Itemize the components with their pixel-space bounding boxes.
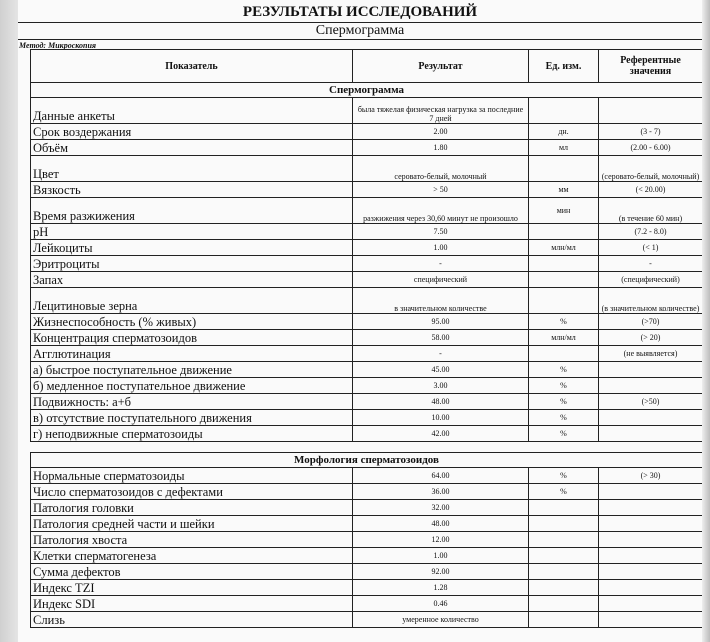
section-title: Спермограмма xyxy=(31,83,703,98)
result-cell: - xyxy=(353,256,529,272)
result-cell: 1.28 xyxy=(353,580,529,596)
reference-cell xyxy=(599,362,703,378)
unit-cell xyxy=(529,288,599,314)
indicator-cell: б) медленное поступательное движение xyxy=(31,378,353,394)
indicator-cell: Патология головки xyxy=(31,500,353,516)
reference-cell xyxy=(599,596,703,612)
table-row xyxy=(31,98,703,124)
result-cell: 48.00 xyxy=(353,394,529,410)
result-cell: 64.00 xyxy=(353,468,529,484)
results-table xyxy=(30,49,703,628)
unit-cell xyxy=(529,564,599,580)
page-edge xyxy=(702,0,710,642)
unit-cell xyxy=(529,346,599,362)
result-cell: 1.00 xyxy=(353,548,529,564)
unit-cell: % xyxy=(529,410,599,426)
header-result: Результат xyxy=(353,50,529,83)
indicator-cell: Клетки сперматогенеза xyxy=(31,548,353,564)
table-row xyxy=(31,378,703,394)
result-cell: умеренное количество xyxy=(353,612,529,628)
reference-cell xyxy=(599,500,703,516)
result-cell: специфический xyxy=(353,272,529,288)
indicator-cell: Агглютинация xyxy=(31,346,353,362)
result-cell: 48.00 xyxy=(353,516,529,532)
result-cell: 32.00 xyxy=(353,500,529,516)
table-row xyxy=(31,140,703,156)
reference-cell xyxy=(599,564,703,580)
unit-cell: мл xyxy=(529,140,599,156)
unit-cell xyxy=(529,256,599,272)
result-cell: 10.00 xyxy=(353,410,529,426)
table-row xyxy=(31,288,703,314)
indicator-cell: Патология хвоста xyxy=(31,532,353,548)
reference-cell xyxy=(599,378,703,394)
unit-cell: % xyxy=(529,484,599,500)
result-cell: 92.00 xyxy=(353,564,529,580)
unit-cell xyxy=(529,224,599,240)
reference-cell xyxy=(599,426,703,442)
reference-cell: (2.00 - 6.00) xyxy=(599,140,703,156)
unit-cell: % xyxy=(529,362,599,378)
table-row xyxy=(31,272,703,288)
table-row xyxy=(31,596,703,612)
result-cell: 42.00 xyxy=(353,426,529,442)
result-cell: разжижения через 30,60 минут не произошло xyxy=(353,198,529,224)
unit-cell: мм xyxy=(529,182,599,198)
indicator-cell: г) неподвижные сперматозоиды xyxy=(31,426,353,442)
table-row xyxy=(31,240,703,256)
unit-cell: % xyxy=(529,394,599,410)
method-label: Метод: Микроскопия xyxy=(19,41,97,50)
document-title: РЕЗУЛЬТАТЫ ИССЛЕДОВАНИЙ xyxy=(18,2,702,23)
reference-cell: (< 20.00) xyxy=(599,182,703,198)
reference-cell: (> 20) xyxy=(599,330,703,346)
unit-cell: млн/мл xyxy=(529,240,599,256)
result-cell: 58.00 xyxy=(353,330,529,346)
table-row xyxy=(31,198,703,224)
indicator-cell: Индекс TZI xyxy=(31,580,353,596)
indicator-cell: Данные анкеты xyxy=(31,98,353,124)
table-row xyxy=(31,256,703,272)
indicator-cell: Запах xyxy=(31,272,353,288)
result-cell: 36.00 xyxy=(353,484,529,500)
reference-cell xyxy=(599,612,703,628)
section-header-spermogram xyxy=(31,83,703,98)
result-cell: 7.50 xyxy=(353,224,529,240)
indicator-cell: Эритроциты xyxy=(31,256,353,272)
reference-cell: (< 1) xyxy=(599,240,703,256)
indicator-cell: Сумма дефектов xyxy=(31,564,353,580)
indicator-cell: Индекс SDI xyxy=(31,596,353,612)
document-sheet xyxy=(18,0,702,642)
reference-cell xyxy=(599,516,703,532)
indicator-cell: Нормальные сперматозоиды xyxy=(31,468,353,484)
reference-cell xyxy=(599,548,703,564)
table-row xyxy=(31,580,703,596)
table-body xyxy=(31,83,703,628)
table-row xyxy=(31,314,703,330)
unit-cell xyxy=(529,532,599,548)
reference-cell: (> 30) xyxy=(599,468,703,484)
reference-cell: (серовато-белый, молочный) xyxy=(599,156,703,182)
table-row xyxy=(31,500,703,516)
result-cell: - xyxy=(353,346,529,362)
table-row xyxy=(31,548,703,564)
table-row xyxy=(31,564,703,580)
indicator-cell: Время разжижения xyxy=(31,198,353,224)
header-unit: Ед. изм. xyxy=(529,50,599,83)
indicator-cell: Число сперматозоидов с дефектами xyxy=(31,484,353,500)
table-row xyxy=(31,410,703,426)
indicator-cell: а) быстрое поступательное движение xyxy=(31,362,353,378)
unit-cell xyxy=(529,98,599,124)
reference-cell xyxy=(599,410,703,426)
reference-cell xyxy=(599,98,703,124)
reference-cell xyxy=(599,484,703,500)
section-title: Морфология сперматозоидов xyxy=(31,453,703,468)
unit-cell xyxy=(529,272,599,288)
unit-cell: млн/мл xyxy=(529,330,599,346)
table-row xyxy=(31,156,703,182)
indicator-cell: Вязкость xyxy=(31,182,353,198)
indicator-cell: Цвет xyxy=(31,156,353,182)
table-row xyxy=(31,330,703,346)
table-row xyxy=(31,182,703,198)
reference-cell: (3 - 7) xyxy=(599,124,703,140)
indicator-cell: Лейкоциты xyxy=(31,240,353,256)
indicator-cell: Слизь xyxy=(31,612,353,628)
table-row xyxy=(31,484,703,500)
reference-cell: (7.2 - 8.0) xyxy=(599,224,703,240)
table-header-row xyxy=(31,50,703,83)
indicator-cell: Жизнеспособность (% живых) xyxy=(31,314,353,330)
unit-cell xyxy=(529,548,599,564)
reference-cell xyxy=(599,580,703,596)
document-subtitle: Спермограмма xyxy=(18,23,702,40)
result-cell: 12.00 xyxy=(353,532,529,548)
indicator-cell: Объём xyxy=(31,140,353,156)
indicator-cell: в) отсутствие поступательного движения xyxy=(31,410,353,426)
result-cell: 45.00 xyxy=(353,362,529,378)
unit-cell: % xyxy=(529,468,599,484)
result-cell: 95.00 xyxy=(353,314,529,330)
result-cell: 2.00 xyxy=(353,124,529,140)
unit-cell xyxy=(529,156,599,182)
table-row xyxy=(31,426,703,442)
table-row xyxy=(31,532,703,548)
result-cell: 0.46 xyxy=(353,596,529,612)
table-row xyxy=(31,224,703,240)
table-row xyxy=(31,124,703,140)
result-cell: в значительном количестве xyxy=(353,288,529,314)
table-row xyxy=(31,394,703,410)
table-row xyxy=(31,362,703,378)
table-row xyxy=(31,468,703,484)
unit-cell xyxy=(529,580,599,596)
unit-cell: дн. xyxy=(529,124,599,140)
indicator-cell: Подвижность: а+б xyxy=(31,394,353,410)
unit-cell xyxy=(529,612,599,628)
reference-cell: - xyxy=(599,256,703,272)
reference-cell: (в течение 60 мин) xyxy=(599,198,703,224)
result-cell: 1.00 xyxy=(353,240,529,256)
indicator-cell: Лецитиновые зерна xyxy=(31,288,353,314)
table-row xyxy=(31,612,703,628)
indicator-cell: Патология средней части и шейки xyxy=(31,516,353,532)
reference-cell: (>70) xyxy=(599,314,703,330)
indicator-cell: Срок воздержания xyxy=(31,124,353,140)
indicator-cell: pH xyxy=(31,224,353,240)
header-reference: Референтные значения xyxy=(599,50,703,83)
indicator-cell: Концентрация сперматозоидов xyxy=(31,330,353,346)
table-row xyxy=(31,346,703,362)
unit-cell: % xyxy=(529,378,599,394)
spacer-cell xyxy=(31,442,703,453)
reference-cell: (специфический) xyxy=(599,272,703,288)
result-cell: была тяжелая физическая нагрузка за последние 7 дней xyxy=(353,98,529,124)
section-header-morphology xyxy=(31,453,703,468)
unit-cell: % xyxy=(529,426,599,442)
result-cell: > 50 xyxy=(353,182,529,198)
reference-cell: (в значительном количестве) xyxy=(599,288,703,314)
reference-cell: (>50) xyxy=(599,394,703,410)
reference-cell xyxy=(599,532,703,548)
unit-cell: % xyxy=(529,314,599,330)
result-cell: 1.80 xyxy=(353,140,529,156)
unit-cell: мин xyxy=(529,198,599,224)
unit-cell xyxy=(529,500,599,516)
reference-cell: (не выявляется) xyxy=(599,346,703,362)
result-cell: 3.00 xyxy=(353,378,529,394)
unit-cell xyxy=(529,596,599,612)
unit-cell xyxy=(529,516,599,532)
table-row xyxy=(31,516,703,532)
header-indicator: Показатель xyxy=(31,50,353,83)
result-cell: серовато-белый, молочный xyxy=(353,156,529,182)
section-spacer xyxy=(31,442,703,453)
